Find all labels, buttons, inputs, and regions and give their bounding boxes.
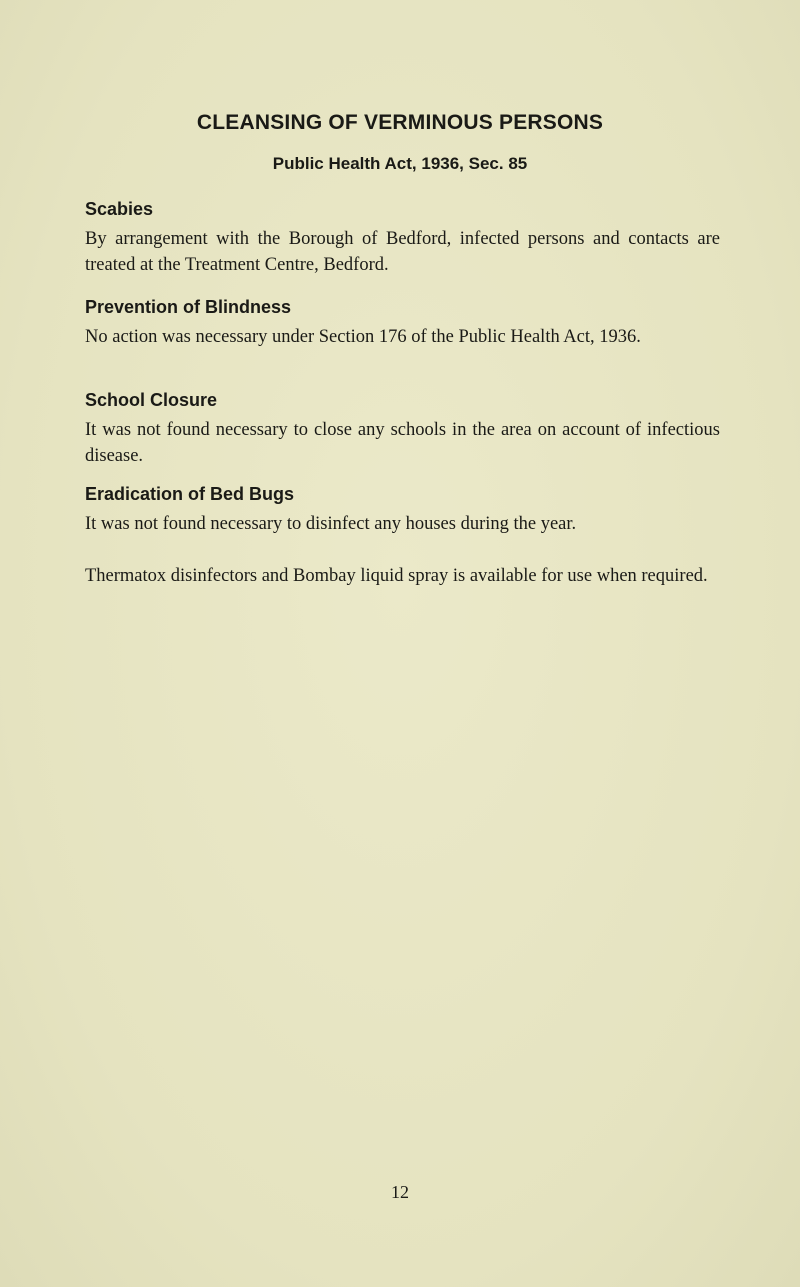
- page-subtitle: Public Health Act, 1936, Sec. 85: [272, 154, 528, 173]
- section-paragraph: It was not found necessary to disinfect any houses during the year.: [85, 514, 577, 534]
- page-number: 12: [391, 1182, 409, 1202]
- section-eradication-of-bed-bugs: [85, 483, 720, 589]
- section-paragraph: No action was necessary under Section 176 of the Public Health Act, 1936.: [85, 327, 641, 347]
- section-paragraph: By arrangement with the Borough of Bedford, infected persons and contacts are treated at the Treatment Centre, Bedford.: [85, 229, 720, 275]
- page-title: CLEANSING OF VERMINOUS PERSONS: [196, 111, 604, 134]
- section-heading: Scabies: [85, 199, 154, 219]
- section-scabies: [85, 198, 720, 278]
- section-heading: Eradication of Bed Bugs: [85, 484, 295, 504]
- section-heading: School Closure: [85, 390, 218, 410]
- section-school-closure: [85, 389, 720, 469]
- section-heading: Prevention of Blindness: [85, 297, 292, 317]
- section-prevention-of-blindness: [85, 296, 720, 350]
- section-paragraph: It was not found necessary to close any schools in the area on account of infectious disease.: [85, 420, 720, 466]
- section-paragraph: Thermatox disinfectors and Bombay liquid spray is available for use when required.: [85, 566, 708, 586]
